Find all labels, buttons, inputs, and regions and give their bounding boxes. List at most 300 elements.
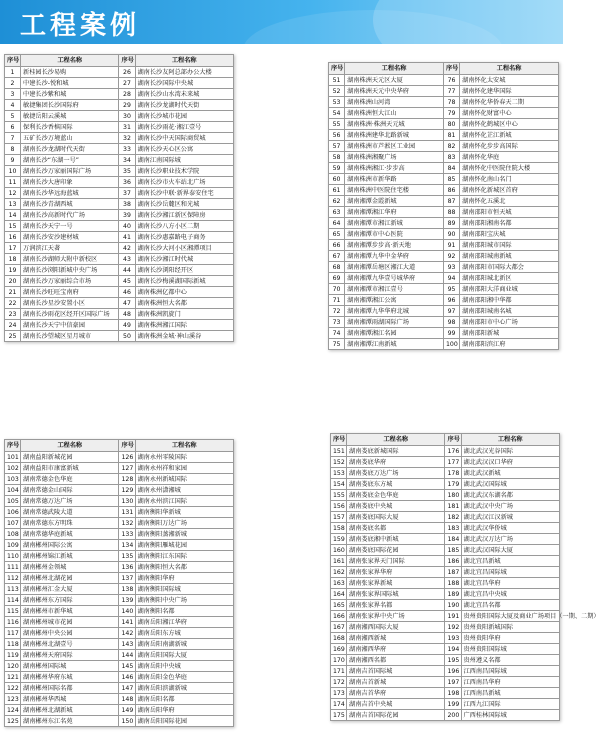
project-name: 湖南长沙青湖西城 [21,199,119,210]
row-number: 39 [119,210,135,221]
table-row [5,463,234,474]
project-name: 湖南郴州华府东城 [21,672,119,683]
project-name: 湖南长沙友阿总部办公大楼 [135,67,234,78]
project-name: 湖北宜昌中央城 [461,589,560,600]
table-row [5,188,234,199]
row-number: 171 [331,666,347,677]
table-header-row [331,434,560,446]
project-name: 湖南长沙岳麓区和光城 [135,199,234,210]
project-name: 江西南昌华府 [461,677,560,688]
project-name: 湖南娄底金色华庭 [347,490,445,501]
table-row [5,584,234,595]
project-name: 中建长沙紫和城 [21,89,119,100]
row-number: 31 [119,122,135,133]
row-number: 11 [5,177,21,188]
row-number: 198 [445,688,461,699]
project-name: 湖南长沙旺旺宝南府 [21,287,119,298]
table-row [5,507,234,518]
project-name: 湖南湘潭湘江名园 [345,328,444,339]
table-row [331,457,560,468]
project-name: 湖南长沙梅溪湖国际新城 [135,276,234,287]
project-name: 湖南郴州东江名苑 [21,716,119,727]
row-number: 72 [329,306,345,317]
project-name: 湖南长沙万家丽国际广场 [21,166,119,177]
page-title: 工程案例 [20,11,141,41]
table-row [329,273,559,284]
row-number: 126 [119,452,135,463]
row-number: 36 [119,177,135,188]
row-number: 68 [329,262,345,273]
project-name: 湖南郴州中央公园 [21,628,119,639]
project-name: 湖北武汉东湖名都 [461,490,560,501]
row-number: 155 [331,490,347,501]
row-number: 62 [329,196,345,207]
row-number: 27 [119,78,135,89]
table-row [5,595,234,606]
project-name: 湖北武汉江汉新城 [461,512,560,523]
project-name: 湖南长沙惠嘉路电子商务 [135,232,234,243]
project-name: 贵州贵阳新城国际 [461,622,560,633]
row-number: 112 [5,573,21,584]
row-number: 89 [443,218,459,229]
table-row [5,650,234,661]
row-number: 117 [5,628,21,639]
project-name: 湖南湘潭雨湖国际广场 [345,317,444,328]
project-name: 湖南湘潭金霞新城 [345,196,444,207]
table-row [329,240,559,251]
row-number: 94 [443,273,459,284]
project-name: 湖南株洲恒大江山 [345,108,444,119]
project-name: 湖南长沙雨花区经开区国际广场 [21,309,119,320]
row-number: 187 [445,567,461,578]
row-number: 130 [119,496,135,507]
table-row [5,177,234,188]
row-number: 90 [443,229,459,240]
project-name: 湖北宜昌新城 [461,556,560,567]
row-number: 80 [443,119,459,130]
table-row [331,622,560,633]
table-row [5,243,234,254]
project-name: 湖南湘潭市湘江壹号 [345,284,444,295]
project-name: 湖南岳阳东方城 [135,628,234,639]
row-number: 14 [5,210,21,221]
row-number: 121 [5,672,21,683]
project-name: 湖南永州零陵国际 [135,452,234,463]
row-number: 138 [119,584,135,595]
project-name: 湖南怀化建华国际 [460,86,559,97]
project-name: 湖南衡阳名都 [135,606,234,617]
row-number: 149 [119,705,135,716]
row-number: 6 [5,122,21,133]
project-name: 湖南怀化步步高国际 [460,141,559,152]
project-name: 湖南益阳新城花园 [21,452,119,463]
project-name: 湖南张家界名都 [347,600,445,611]
project-name: 湖南永州祥和家园 [135,463,234,474]
row-number: 97 [443,306,459,317]
table-row [329,119,559,130]
row-number: 42 [119,243,135,254]
row-number: 13 [5,199,21,210]
row-number: 53 [329,97,345,108]
project-name: 湖南长沙市火车站北广场 [135,177,234,188]
project-name: 湖南株洲山河湾 [345,97,444,108]
project-name: 湖南郴州天府国际 [21,650,119,661]
project-name: 湖南邵阳城南新城 [460,251,559,262]
project-name: 湖南娄底名都 [347,523,445,534]
row-number: 156 [331,501,347,512]
table-row [5,606,234,617]
project-name: 湖南长沙职业技术学院 [135,166,234,177]
row-number: 2 [5,78,21,89]
row-number: 166 [331,611,347,622]
project-name: 湖南长沙华远海蓝城 [21,188,119,199]
project-name: 湖南张家界中央广场 [347,611,445,622]
column-header-number: 序号 [445,434,461,446]
row-number: 29 [119,100,135,111]
table-row [331,633,560,644]
row-number: 199 [445,699,461,710]
project-name: 湖南株洲湘聚广场 [345,152,444,163]
table-row [331,677,560,688]
table-row [5,540,234,551]
column-header-name: 工程名称 [345,63,444,75]
project-name: 万润滨江天著 [21,243,119,254]
table-row [329,229,559,240]
table-row [331,699,560,710]
project-name: 湖南株洲·株洲天元城 [345,119,444,130]
column-header-name: 工程名称 [135,55,234,67]
table-row [331,666,560,677]
project-name: 湖南衡阳国际城 [135,584,234,595]
row-number: 54 [329,108,345,119]
row-number: 150 [119,716,135,727]
row-number: 75 [329,339,345,350]
row-number: 154 [331,479,347,490]
row-number: 188 [445,578,461,589]
project-name: 湖南郴州华西城 [21,694,119,705]
table-row [5,320,234,331]
row-number: 109 [5,540,21,551]
project-name: 湖南衡阳蒸湘新城 [135,529,234,540]
row-number: 173 [331,688,347,699]
project-name: 江西南昌国际城 [461,666,560,677]
project-name: 湖南湘潭九华华府北城 [345,306,444,317]
table-row [5,254,234,265]
project-name: 湖南怀化财富中心 [460,108,559,119]
table-row [5,628,234,639]
project-name: 湖南岳阳滨湖新城 [135,683,234,694]
table-row [329,75,559,86]
project-table [4,439,234,727]
table-row [329,339,559,350]
row-number: 41 [119,232,135,243]
project-name: 湖南吉首国际花园 [347,710,445,721]
project-name: 湖南长沙龙湖时代天街 [21,144,119,155]
row-number: 45 [119,276,135,287]
row-number: 161 [331,556,347,567]
project-name: 湖南邵阳新城 [460,328,559,339]
row-number: 51 [329,75,345,86]
project-name: 湖南娄底国际花园 [347,545,445,556]
project-table [4,54,234,342]
row-number: 175 [331,710,347,721]
project-name: 湖南邵阳城南名城 [460,306,559,317]
row-number: 131 [119,507,135,518]
project-name: 贵州贵阳华府 [461,633,560,644]
table-row [331,611,560,622]
table-row [329,262,559,273]
project-name: 湖南长沙国际中央城 [135,78,234,89]
row-number: 69 [329,273,345,284]
project-name: 湖南娄底东方城 [347,479,445,490]
row-number: 111 [5,562,21,573]
project-name: 湖南常德金色华庭 [21,474,119,485]
table-row [329,284,559,295]
table-row [329,196,559,207]
project-name: 贵州贵阳国际大厦及商业广场项目（一期、二期） [461,611,560,622]
project-name: 湖南株洲恒大名都 [135,298,234,309]
row-number: 57 [329,141,345,152]
project-name: 湖南长沙“东湖一号” [21,155,119,166]
row-number: 106 [5,507,21,518]
project-name: 湖南株洲市芦淞区工业园 [345,141,444,152]
table-row [329,97,559,108]
row-number: 99 [443,328,459,339]
row-number: 125 [5,716,21,727]
row-number: 191 [445,611,461,622]
row-number: 65 [329,229,345,240]
table-row [5,221,234,232]
row-number: 7 [5,133,21,144]
row-number: 148 [119,694,135,705]
column-header-number: 序号 [329,63,345,75]
project-name: 湖南邵阳湘中华都 [460,295,559,306]
row-number: 141 [119,617,135,628]
row-number: 93 [443,262,459,273]
table-row [331,512,560,523]
row-number: 165 [331,600,347,611]
project-table-1 [4,54,234,342]
row-number: 140 [119,606,135,617]
row-number: 137 [119,573,135,584]
table-row [5,210,234,221]
table-row [5,331,234,342]
column-header-number: 序号 [443,63,459,75]
project-name: 湖南长沙安沙建材城 [21,232,119,243]
row-number: 133 [119,529,135,540]
project-name: 湖南衡阳万达广场 [135,518,234,529]
row-number: 162 [331,567,347,578]
project-name: 湖南长沙中天国际商贸城 [135,133,234,144]
table-row [5,716,234,727]
row-number: 192 [445,622,461,633]
project-name: 湖南岳阳湘江华府 [135,617,234,628]
row-number: 139 [119,595,135,606]
table-row [331,644,560,655]
project-table-4 [330,433,600,721]
row-number: 145 [119,661,135,672]
project-name: 湖南怀化芷江新城 [460,130,559,141]
row-number: 70 [329,284,345,295]
project-name: 湖南衡阳恒大名都 [135,562,234,573]
table-row [5,562,234,573]
row-number: 21 [5,287,21,298]
row-number: 91 [443,240,459,251]
project-name: 湖南邵阳市恒天城 [460,207,559,218]
project-name: 湖南株洲湘江国际 [135,320,234,331]
project-name: 湖南衡阳中央广场 [135,595,234,606]
row-number: 12 [5,188,21,199]
row-number: 132 [119,518,135,529]
project-name: 湖北宜昌名都 [461,600,560,611]
table-row [5,617,234,628]
project-name: 湖南长沙高新时代广场 [21,210,119,221]
row-number: 78 [443,97,459,108]
project-name: 湖南湘潭市湘江新城 [345,218,444,229]
row-number: 92 [443,251,459,262]
project-name: 湖南株洲市新华路 [345,174,444,185]
table-row [5,661,234,672]
row-number: 124 [5,705,21,716]
table-header-row [5,55,234,67]
table-row [5,199,234,210]
project-name: 湖南长沙大唐印象 [21,177,119,188]
row-number: 98 [443,317,459,328]
project-name: 湖南江南国际城 [135,155,234,166]
table-row [5,573,234,584]
project-name: 湖南怀化华庭 [460,152,559,163]
table-row [5,78,234,89]
row-number: 5 [5,111,21,122]
project-name: 湖南益阳市康富新城 [21,463,119,474]
project-name: 湖南衡阳华新城 [135,507,234,518]
page-header [0,0,563,44]
table-row [331,578,560,589]
project-name: 湖南永州滨江国际 [135,496,234,507]
column-header-name: 工程名称 [460,63,559,75]
row-number: 32 [119,133,135,144]
row-number: 81 [443,130,459,141]
project-name: 湖南常德武陵大道 [21,507,119,518]
row-number: 179 [445,479,461,490]
project-name: 湖南郴州北湖花园 [21,573,119,584]
table-row [329,86,559,97]
row-number: 101 [5,452,21,463]
project-name: 湖南湘西名都 [347,655,445,666]
project-name: 湖南长沙湖师大附中新校区 [21,254,119,265]
project-name: 湖南衡阳华府 [135,573,234,584]
project-name: 湖南岳阳中央城 [135,661,234,672]
project-name: 湖南永州新城国际 [135,474,234,485]
project-name: 湖南娄底华府 [347,457,445,468]
row-number: 19 [5,265,21,276]
table-row [331,655,560,666]
row-number: 25 [5,331,21,342]
project-name: 湖南郴州金领城 [21,562,119,573]
table-row [331,710,560,721]
project-name: 湖北武汉汉口华府 [461,457,560,468]
project-name: 湖南郴州市新华城 [21,606,119,617]
project-name: 湖南常德华庭新城 [21,529,119,540]
row-number: 127 [119,463,135,474]
project-name: 湖南永州潇湘城 [135,485,234,496]
project-name: 湖南湘潭湘江华府 [345,207,444,218]
row-number: 146 [119,672,135,683]
project-name: 湖北武汉光谷国际 [461,446,560,457]
table-row [329,141,559,152]
row-number: 59 [329,163,345,174]
project-name: 湖南郴州北湖壹号 [21,639,119,650]
row-number: 105 [5,496,21,507]
table-header-row [5,440,234,452]
row-number: 64 [329,218,345,229]
row-number: 66 [329,240,345,251]
row-number: 18 [5,254,21,265]
project-name: 湖南长沙天宁一号 [21,221,119,232]
project-name: 湖南郴州北湖新城 [21,705,119,716]
table-row [5,287,234,298]
row-number: 113 [5,584,21,595]
project-name: 湖南郴州国际城 [21,661,119,672]
project-name: 湖南张家界新城 [347,578,445,589]
column-header-number: 序号 [119,55,135,67]
project-name: 湖南岳阳名都 [135,694,234,705]
table-row [5,672,234,683]
project-name: 湖南娄底新城国际 [347,446,445,457]
project-name: 湖北武汉华侨城 [461,523,560,534]
row-number: 116 [5,617,21,628]
project-name: 湖南张家界华府 [347,567,445,578]
project-name: 湖南娄底国际大厦 [347,512,445,523]
row-number: 23 [5,309,21,320]
table-row [5,67,234,78]
project-name: 湖北武汉万达广场 [461,534,560,545]
project-name: 湖南株洲天元区大厦 [345,75,444,86]
row-number: 37 [119,188,135,199]
row-number: 159 [331,534,347,545]
row-number: 115 [5,606,21,617]
table-row [5,551,234,562]
table-row [329,130,559,141]
row-number: 134 [119,540,135,551]
row-number: 20 [5,276,21,287]
row-number: 142 [119,628,135,639]
table-row [5,474,234,485]
row-number: 174 [331,699,347,710]
project-name: 湖南怀化五溪北 [460,196,559,207]
project-name: 湖南湘潭岳塘区湘江大道 [345,262,444,273]
project-name: 湖南湘潭步步高·新天地 [345,240,444,251]
project-name: 湖南长沙八方小区二期 [135,221,234,232]
project-name: 湖南湘潭九华壹号城华府 [345,273,444,284]
project-name: 湖南湘潭九华中金华府 [345,251,444,262]
project-name: 湖南长沙大河小区湘潭项目 [135,243,234,254]
row-number: 190 [445,600,461,611]
row-number: 73 [329,317,345,328]
project-name: 湖南湘潭江南新城 [345,339,444,350]
project-name: 湖北武汉国际城 [461,479,560,490]
row-number: 123 [5,694,21,705]
row-number: 95 [443,284,459,295]
project-name: 湖南怀化华侨春天二期 [460,97,559,108]
table-row [331,600,560,611]
row-number: 87 [443,196,459,207]
project-name: 湖北宜昌华府 [461,578,560,589]
row-number: 61 [329,185,345,196]
row-number: 1 [5,67,21,78]
table-row [329,328,559,339]
row-number: 46 [119,287,135,298]
